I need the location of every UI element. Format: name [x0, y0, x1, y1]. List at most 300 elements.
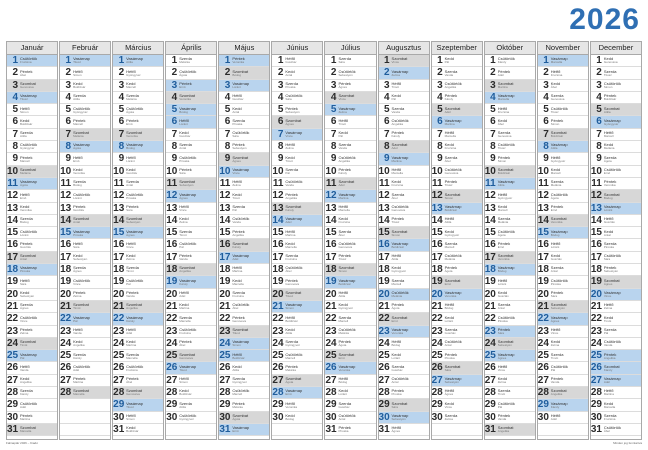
weekday-name: Péntek: [285, 105, 298, 111]
day-cell: [485, 215, 535, 227]
day-cell: [379, 276, 429, 288]
weekday-name: Szerda: [179, 314, 192, 320]
day-cell: [432, 301, 482, 313]
day-cell: [219, 387, 269, 399]
day-number: 2: [277, 67, 284, 79]
day-cell: [60, 55, 110, 67]
name-day: Gusztáv: [126, 171, 138, 176]
day-number: 22: [60, 313, 72, 325]
empty-day-cell: [60, 424, 110, 436]
day-cell: [272, 289, 322, 301]
name-day: Attila: [497, 183, 505, 188]
day-cell: [485, 116, 535, 128]
weekday-name: Kedd: [338, 130, 348, 136]
day-cell: [591, 338, 641, 350]
name-day: Ágnes: [232, 158, 241, 163]
day-number: 6: [277, 116, 284, 128]
weekday-name: Szombat: [232, 240, 249, 246]
name-day: Vanda: [232, 220, 241, 225]
name-day: Zelma: [179, 220, 188, 225]
day-cell: [432, 289, 482, 301]
day-cell: [325, 80, 375, 92]
day-cell: [485, 375, 535, 387]
day-cell: [485, 166, 535, 178]
day-number: 24: [272, 337, 284, 349]
day-cell: [166, 129, 216, 141]
weekday-name: Péntek: [73, 117, 86, 123]
name-day: Fruzsina: [497, 109, 510, 114]
weekday-name: Csütörtök: [550, 363, 568, 369]
day-number: 28: [378, 387, 390, 399]
name-day: Gusztáv: [497, 294, 509, 299]
day-cell: [113, 80, 163, 92]
day-number: 14: [166, 214, 178, 226]
weekday-name: Hétfő: [179, 203, 189, 209]
weekday-name: Péntek: [126, 203, 139, 209]
name-day: Veronika: [338, 367, 351, 372]
weekday-name: Hétfő: [232, 265, 242, 271]
name-day: Marcella: [603, 404, 616, 409]
name-day: Angelika: [338, 158, 350, 163]
weekday-name: Péntek: [179, 167, 192, 173]
day-number: 10: [60, 165, 72, 177]
weekday-name: Szombat: [444, 191, 461, 197]
weekday-name: Szombat: [126, 130, 142, 136]
day-cell: [379, 190, 429, 202]
day-cell: [60, 92, 110, 104]
name-day: Pál: [285, 171, 290, 176]
name-day: Titusz: [603, 72, 612, 77]
weekday-name: Hétfő: [20, 105, 30, 111]
day-cell: [485, 338, 535, 350]
day-cell: [485, 313, 535, 325]
day-number: 21: [272, 300, 284, 312]
weekday-name: Kedd: [285, 68, 295, 74]
weekday-name: Szerda: [20, 388, 33, 394]
day-cell: [379, 387, 429, 399]
name-day: Bódog: [285, 417, 295, 421]
day-number: 22: [113, 313, 125, 325]
month-name: Szeptember: [432, 42, 482, 55]
day-number: 21: [537, 300, 549, 312]
day-number: 15: [484, 227, 496, 239]
name-day: Vanda: [20, 367, 29, 372]
day-cell: [272, 80, 322, 92]
day-number: 4: [330, 91, 337, 103]
day-cell: [7, 215, 57, 227]
month-column: [59, 41, 111, 440]
day-number: 31: [219, 423, 231, 435]
day-number: 29: [7, 399, 19, 411]
day-number: 12: [60, 190, 72, 202]
day-cell: [591, 264, 641, 276]
day-cell: [485, 239, 535, 251]
day-number: 1: [383, 55, 390, 66]
day-cell: [219, 153, 269, 165]
month-name: Március: [113, 42, 163, 55]
weekday-name: Csütörtök: [550, 191, 568, 197]
day-number: 6: [171, 116, 178, 128]
name-day: Sára: [391, 404, 398, 409]
name-day: Ágota: [603, 158, 612, 163]
weekday-name: Kedd: [497, 290, 508, 296]
day-number: 10: [219, 165, 231, 177]
day-cell: [113, 387, 163, 399]
day-cell: [432, 166, 482, 178]
day-number: 27: [219, 374, 231, 386]
name-day: Gyöngyvér: [179, 417, 194, 421]
day-cell: [591, 104, 641, 116]
day-cell: [591, 313, 641, 325]
empty-day-cell: [60, 412, 110, 424]
day-number: 1: [12, 55, 18, 66]
day-number: 30: [484, 411, 496, 423]
day-cell: [325, 141, 375, 153]
day-cell: [485, 80, 535, 92]
name-day: Ágota: [391, 306, 400, 311]
day-cell: [272, 92, 322, 104]
day-cell: [7, 375, 57, 387]
day-number: 1: [437, 55, 443, 66]
day-cell: [272, 301, 322, 313]
day-cell: [219, 362, 269, 374]
day-number: 26: [537, 362, 549, 374]
name-day: Marcella: [232, 281, 244, 286]
day-cell: [379, 141, 429, 153]
day-number: 25: [60, 350, 72, 362]
day-cell: [325, 92, 375, 104]
weekday-name: Vasárnap: [126, 228, 143, 234]
day-number: 3: [277, 79, 284, 91]
day-number: 30: [431, 411, 443, 423]
name-day: Veronika: [232, 60, 244, 65]
day-number: 13: [219, 202, 231, 214]
name-day: Fruzsina: [285, 257, 297, 262]
name-day: Gyöngyvér: [285, 343, 300, 348]
day-number: 15: [113, 227, 125, 239]
name-day: Ernő: [603, 171, 611, 176]
day-cell: [432, 190, 482, 202]
day-cell: [325, 301, 375, 313]
weekday-name: Szerda: [179, 228, 192, 234]
day-cell: [272, 387, 322, 399]
name-day: Ágnes: [391, 429, 401, 434]
day-number: 25: [537, 350, 549, 362]
weekday-name: Hétfő: [232, 93, 242, 99]
day-cell: [272, 178, 322, 190]
day-number: 29: [113, 399, 125, 411]
day-cell: [60, 227, 110, 239]
name-day: Titusz: [497, 146, 506, 151]
day-number: 20: [113, 288, 125, 300]
name-day: Ábel: [232, 306, 239, 311]
day-cell: [166, 350, 216, 362]
weekday-name: Péntek: [391, 388, 404, 394]
name-day: Gusztáv: [285, 60, 297, 65]
day-cell: [166, 215, 216, 227]
weekday-name: Szombat: [179, 93, 196, 99]
weekday-name: Csütörtök: [285, 179, 303, 185]
day-number: 19: [166, 276, 178, 288]
day-number: 10: [166, 165, 178, 177]
name-day: Timót: [391, 84, 399, 89]
day-number: 16: [325, 239, 337, 251]
day-number: 23: [431, 325, 443, 337]
day-number: 8: [12, 141, 18, 153]
day-number: 25: [7, 350, 19, 362]
weekday-name: Kedd: [550, 339, 561, 345]
day-number: 24: [113, 337, 125, 349]
weekday-name: Csütörtök: [73, 105, 91, 111]
weekday-name: Hétfő: [444, 388, 455, 394]
name-day: Adél: [444, 109, 451, 114]
day-cell: [485, 190, 535, 202]
weekday-name: Péntek: [285, 191, 298, 197]
weekday-name: Csütörtök: [391, 203, 409, 209]
name-day: Angelika: [444, 84, 457, 89]
name-day: Marcella: [444, 134, 456, 139]
name-day: Pál: [338, 134, 343, 139]
weekday-name: Szerda: [603, 154, 617, 160]
day-number: 5: [437, 104, 443, 116]
day-number: 17: [537, 251, 549, 263]
weekday-name: Kedd: [497, 117, 508, 123]
day-number: 2: [543, 67, 549, 79]
name-day: Gyöngyvér: [550, 158, 566, 163]
name-day: Marcell: [603, 134, 614, 139]
name-day: Attila: [391, 257, 399, 262]
day-cell: [432, 227, 482, 239]
day-number: 12: [325, 190, 337, 202]
weekday-name: Vasárnap: [550, 228, 568, 234]
day-number: 8: [543, 141, 549, 153]
weekday-name: Szerda: [603, 68, 617, 74]
name-day: Veronika: [20, 207, 32, 212]
day-number: 28: [7, 387, 19, 399]
day-number: 14: [272, 214, 284, 226]
day-cell: [60, 289, 110, 301]
weekday-name: Szerda: [126, 265, 139, 271]
day-number: 4: [224, 91, 231, 103]
day-number: 7: [118, 128, 125, 140]
name-day: Titusz: [20, 97, 28, 102]
name-day: Boldizsár: [338, 281, 351, 286]
day-number: 20: [219, 288, 231, 300]
day-cell: [485, 387, 535, 399]
day-cell: [538, 116, 588, 128]
weekday-name: Kedd: [232, 191, 242, 197]
weekday-name: Szombat: [20, 80, 36, 86]
day-number: 6: [596, 116, 602, 128]
day-number: 20: [484, 288, 496, 300]
name-day: Vanda: [179, 257, 188, 262]
day-number: 27: [113, 374, 125, 386]
day-number: 17: [484, 251, 496, 263]
day-number: 23: [325, 325, 337, 337]
name-day: Gyöngyvér: [444, 232, 460, 237]
day-cell: [325, 313, 375, 325]
day-number: 3: [383, 79, 390, 91]
name-day: Boldizsár: [391, 244, 404, 249]
weekday-name: Vasárnap: [20, 93, 37, 99]
weekday-name: Szombat: [285, 290, 302, 296]
day-cell: [7, 350, 57, 362]
name-day: Simon: [73, 72, 82, 77]
weekday-name: Péntek: [444, 265, 458, 271]
weekday-name: Szombat: [179, 351, 196, 357]
weekday-name: Szombat: [20, 425, 36, 431]
day-cell: [325, 227, 375, 239]
weekday-name: Vasárnap: [497, 93, 515, 99]
name-day: Marcell: [285, 355, 296, 360]
day-cell: [325, 166, 375, 178]
day-number: 15: [7, 227, 19, 239]
weekday-name: Péntek: [550, 290, 564, 296]
day-number: 29: [166, 399, 178, 411]
day-number: 23: [590, 325, 602, 337]
month-name: Május: [219, 42, 269, 55]
name-day: Melánia: [232, 404, 243, 409]
weekday-name: Vasárnap: [285, 302, 303, 308]
weekday-name: Péntek: [444, 179, 458, 185]
name-day: Bódog: [179, 109, 188, 114]
day-number: 6: [437, 116, 443, 128]
name-day: Lóránt: [73, 195, 82, 200]
day-cell: [60, 80, 110, 92]
day-cell: [113, 375, 163, 387]
name-day: Ábel: [497, 121, 504, 126]
day-cell: [538, 252, 588, 264]
name-day: Fruzsina: [338, 220, 350, 225]
day-cell: [7, 387, 57, 399]
name-day: Genovéva: [550, 97, 565, 102]
name-day: Adél: [603, 380, 610, 385]
name-day: Sebestyén: [179, 183, 194, 188]
day-number: 14: [60, 214, 72, 226]
weekday-name: Hétfő: [444, 302, 455, 308]
day-cell: [591, 153, 641, 165]
weekday-name: Szombat: [497, 80, 514, 86]
name-day: Sára: [232, 134, 239, 139]
day-number: 1: [118, 55, 125, 66]
day-cell: [166, 313, 216, 325]
weekday-name: Péntek: [179, 253, 192, 259]
day-cell: [166, 80, 216, 92]
day-cell: [272, 104, 322, 116]
name-day: Pál: [232, 207, 237, 212]
day-cell: [113, 215, 163, 227]
day-cell: [7, 412, 57, 424]
day-cell: [219, 116, 269, 128]
weekday-name: Hétfő: [179, 117, 189, 123]
name-day: Genovéva: [444, 171, 459, 176]
weekday-name: Hétfő: [285, 228, 295, 234]
weekday-name: Péntek: [338, 80, 351, 86]
weekday-name: Péntek: [603, 93, 617, 99]
name-day: Marcell: [126, 84, 136, 89]
day-number: 13: [590, 202, 602, 214]
day-cell: [60, 178, 110, 190]
name-day: Ágota: [550, 195, 559, 200]
day-number: 7: [171, 128, 178, 140]
day-number: 16: [272, 239, 284, 251]
day-number: 16: [113, 239, 125, 251]
weekday-name: Hétfő: [126, 154, 136, 160]
day-cell: [60, 301, 110, 313]
weekday-name: Csütörtök: [73, 363, 91, 369]
day-number: 14: [484, 214, 496, 226]
name-day: Antal: [20, 257, 27, 262]
weekday-name: Péntek: [20, 240, 33, 246]
day-cell: [60, 239, 110, 251]
day-number: 18: [60, 264, 72, 276]
name-day: Melánia: [550, 183, 562, 188]
day-number: 14: [7, 214, 19, 226]
day-cell: [325, 239, 375, 251]
name-day: Vince: [444, 404, 453, 409]
day-number: 6: [65, 116, 72, 128]
weekday-name: Csütörtök: [20, 400, 38, 406]
name-day: Timót: [20, 343, 28, 348]
weekday-name: Vasárnap: [73, 314, 90, 320]
weekday-name: Csütörtök: [285, 351, 303, 357]
weekday-name: Kedd: [603, 314, 614, 320]
name-day: Simon: [550, 121, 560, 126]
day-cell: [538, 55, 588, 67]
name-day: Pál: [391, 97, 396, 102]
day-cell: [485, 350, 535, 362]
day-cell: [379, 153, 429, 165]
name-day: Antal: [444, 343, 452, 348]
day-number: 11: [272, 177, 284, 189]
weekday-name: Péntek: [550, 376, 564, 382]
day-cell: [272, 227, 322, 239]
name-day: Sebestyén: [73, 257, 88, 262]
weekday-name: Péntek: [179, 80, 192, 86]
day-cell: [7, 289, 57, 301]
day-number: 16: [378, 239, 390, 251]
weekday-name: Péntek: [338, 425, 351, 431]
day-cell: [432, 399, 482, 411]
name-day: Genovéva: [126, 392, 140, 397]
day-cell: [166, 362, 216, 374]
weekday-name: Vasárnap: [179, 277, 197, 283]
day-cell: [591, 239, 641, 251]
day-number: 9: [65, 153, 72, 165]
name-day: Sára: [338, 60, 345, 65]
weekday-name: Hétfő: [550, 240, 561, 246]
day-cell: [432, 141, 482, 153]
name-day: Titusz: [338, 257, 347, 262]
name-day: Ágnes: [603, 281, 613, 286]
empty-day-cell: [432, 424, 482, 436]
day-number: 12: [378, 190, 390, 202]
name-day: Zelma: [497, 380, 507, 385]
name-day: Pál: [126, 281, 131, 286]
day-cell: [272, 276, 322, 288]
day-number: 17: [60, 251, 72, 263]
name-day: Ágnes: [444, 392, 454, 397]
name-day: Melánia: [73, 134, 84, 139]
name-day: Zelma: [232, 183, 241, 188]
name-day: Ágnes: [20, 306, 29, 311]
day-cell: [272, 264, 322, 276]
weekday-name: Csütörtök: [285, 93, 303, 99]
name-day: Angelika: [603, 355, 616, 360]
weekday-name: Péntek: [497, 240, 511, 246]
day-number: 26: [325, 362, 337, 374]
day-number: 12: [272, 190, 284, 202]
